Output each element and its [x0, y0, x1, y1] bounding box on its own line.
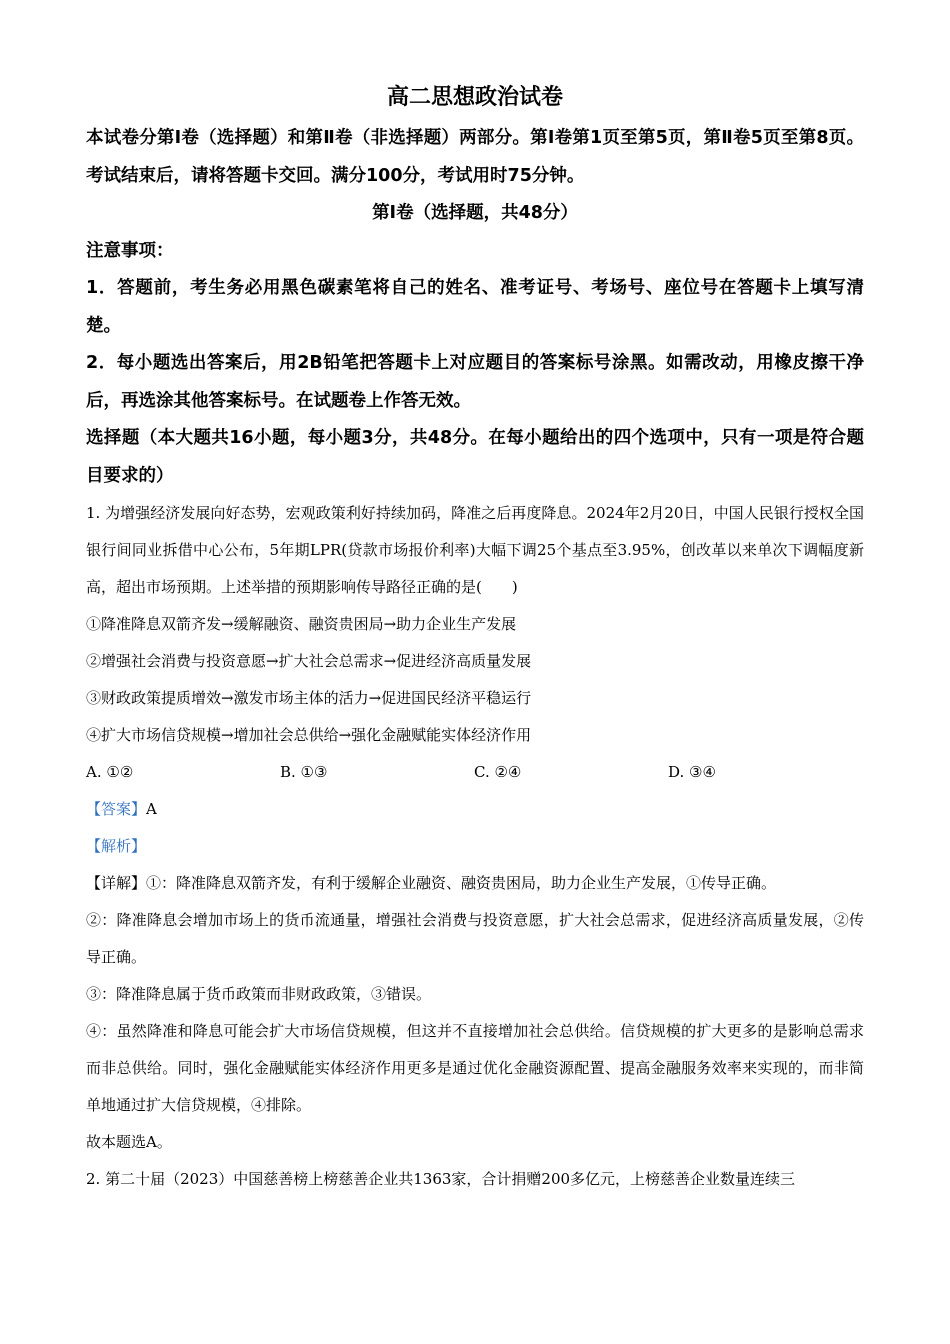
- analysis-conclusion: 故本题选A。: [86, 1133, 172, 1151]
- answer-value: A: [146, 800, 157, 818]
- notice-item-1: 1．答题前，考生务必用黑色碳素笔将自己的姓名、准考证号、考场号、座位号在答题卡上填写清楚。: [86, 278, 864, 336]
- statement-2: ②增强社会消费与投资意愿→扩大社会总需求→促进经济高质量发展: [86, 652, 532, 670]
- analysis-paragraph-1: 【详解】①：降准降息双箭齐发，有利于缓解企业融资、融资贵困局，助力企业生产发展，①传导正确。: [86, 874, 777, 892]
- option-c: C. ②④: [474, 763, 522, 781]
- choice-section-header: 选择题（本大题共16小题，每小题3分，共48分。在每小题给出的四个选项中，只有一项是符合题目要求的）: [86, 428, 864, 486]
- analysis-tag: 【解析】: [86, 837, 147, 855]
- analysis-paragraph-4: ④：虽然降准和降息可能会扩大市场信贷规模，但这并不直接增加社会总供给。信贷规模的扩大更多的是影响总需求而非总供给。同时，强化金融赋能实体经济作用更多是通过优化金融资源配置、提高金融服务效率来实现的，而非简单地通过扩大信贷规模，④排除。: [86, 1022, 864, 1114]
- option-b: B. ①③: [280, 763, 328, 781]
- analysis-line: [86, 828, 864, 865]
- option-d: D. ③④: [668, 763, 716, 781]
- question-1-stem: 1. 为增强经济发展向好态势，宏观政策利好持续加码，降准之后再度降息。2024年2月20日，中国人民银行授权全国银行间同业拆借中心公布，5年期LPR(贷款市场报价利率)大幅下调25个基点至3.95%，创改革以来单次下调幅度新高，超出市场预期。上述举措的预期影响传导路径正确的是( ): [86, 504, 864, 596]
- notice-item-2: 2．每小题选出答案后，用2B铅笔把答题卡上对应题目的答案标号涂黑。如需改动，用橡皮擦干净后，再选涂其他答案标号。在试题卷上作答无效。: [86, 353, 864, 411]
- statement-1: ①降准降息双箭齐发→缓解融资、融资贵困局→助力企业生产发展: [86, 615, 517, 633]
- exam-intro: 本试卷分第Ⅰ卷（选择题）和第Ⅱ卷（非选择题）两部分。第Ⅰ卷第1页至第5页，第Ⅱ卷5页至第8页。考试结束后，请将答题卡交回。满分100分，考试用时75分钟。: [86, 128, 864, 186]
- notice-heading: 注意事项：: [86, 240, 174, 261]
- page-title: 高二思想政治试卷: [386, 85, 563, 110]
- analysis-paragraph-3: ③：降准降息属于货币政策而非财政政策，③错误。: [86, 985, 432, 1003]
- exam-page: [86, 80, 864, 1198]
- question-2-stem: 2. 第二十届（2023）中国慈善榜上榜慈善企业共1363家，合计捐赠200多亿元，上榜慈善企业数量连续三: [86, 1170, 796, 1188]
- question-1-options: [86, 754, 864, 791]
- option-a: A. ①②: [86, 763, 134, 781]
- section-title: 第Ⅰ卷（选择题，共48分）: [372, 203, 578, 223]
- statement-3: ③财政政策提质增效→激发市场主体的活力→促进国民经济平稳运行: [86, 689, 532, 707]
- answer-tag: 【答案】: [86, 800, 147, 818]
- answer-line: [86, 791, 864, 828]
- statement-4: ④扩大市场信贷规模→增加社会总供给→强化金融赋能实体经济作用: [86, 726, 532, 744]
- analysis-paragraph-2: ②：降准降息会增加市场上的货币流通量，增强社会消费与投资意愿，扩大社会总需求，促进经济高质量发展，②传导正确。: [86, 911, 864, 966]
